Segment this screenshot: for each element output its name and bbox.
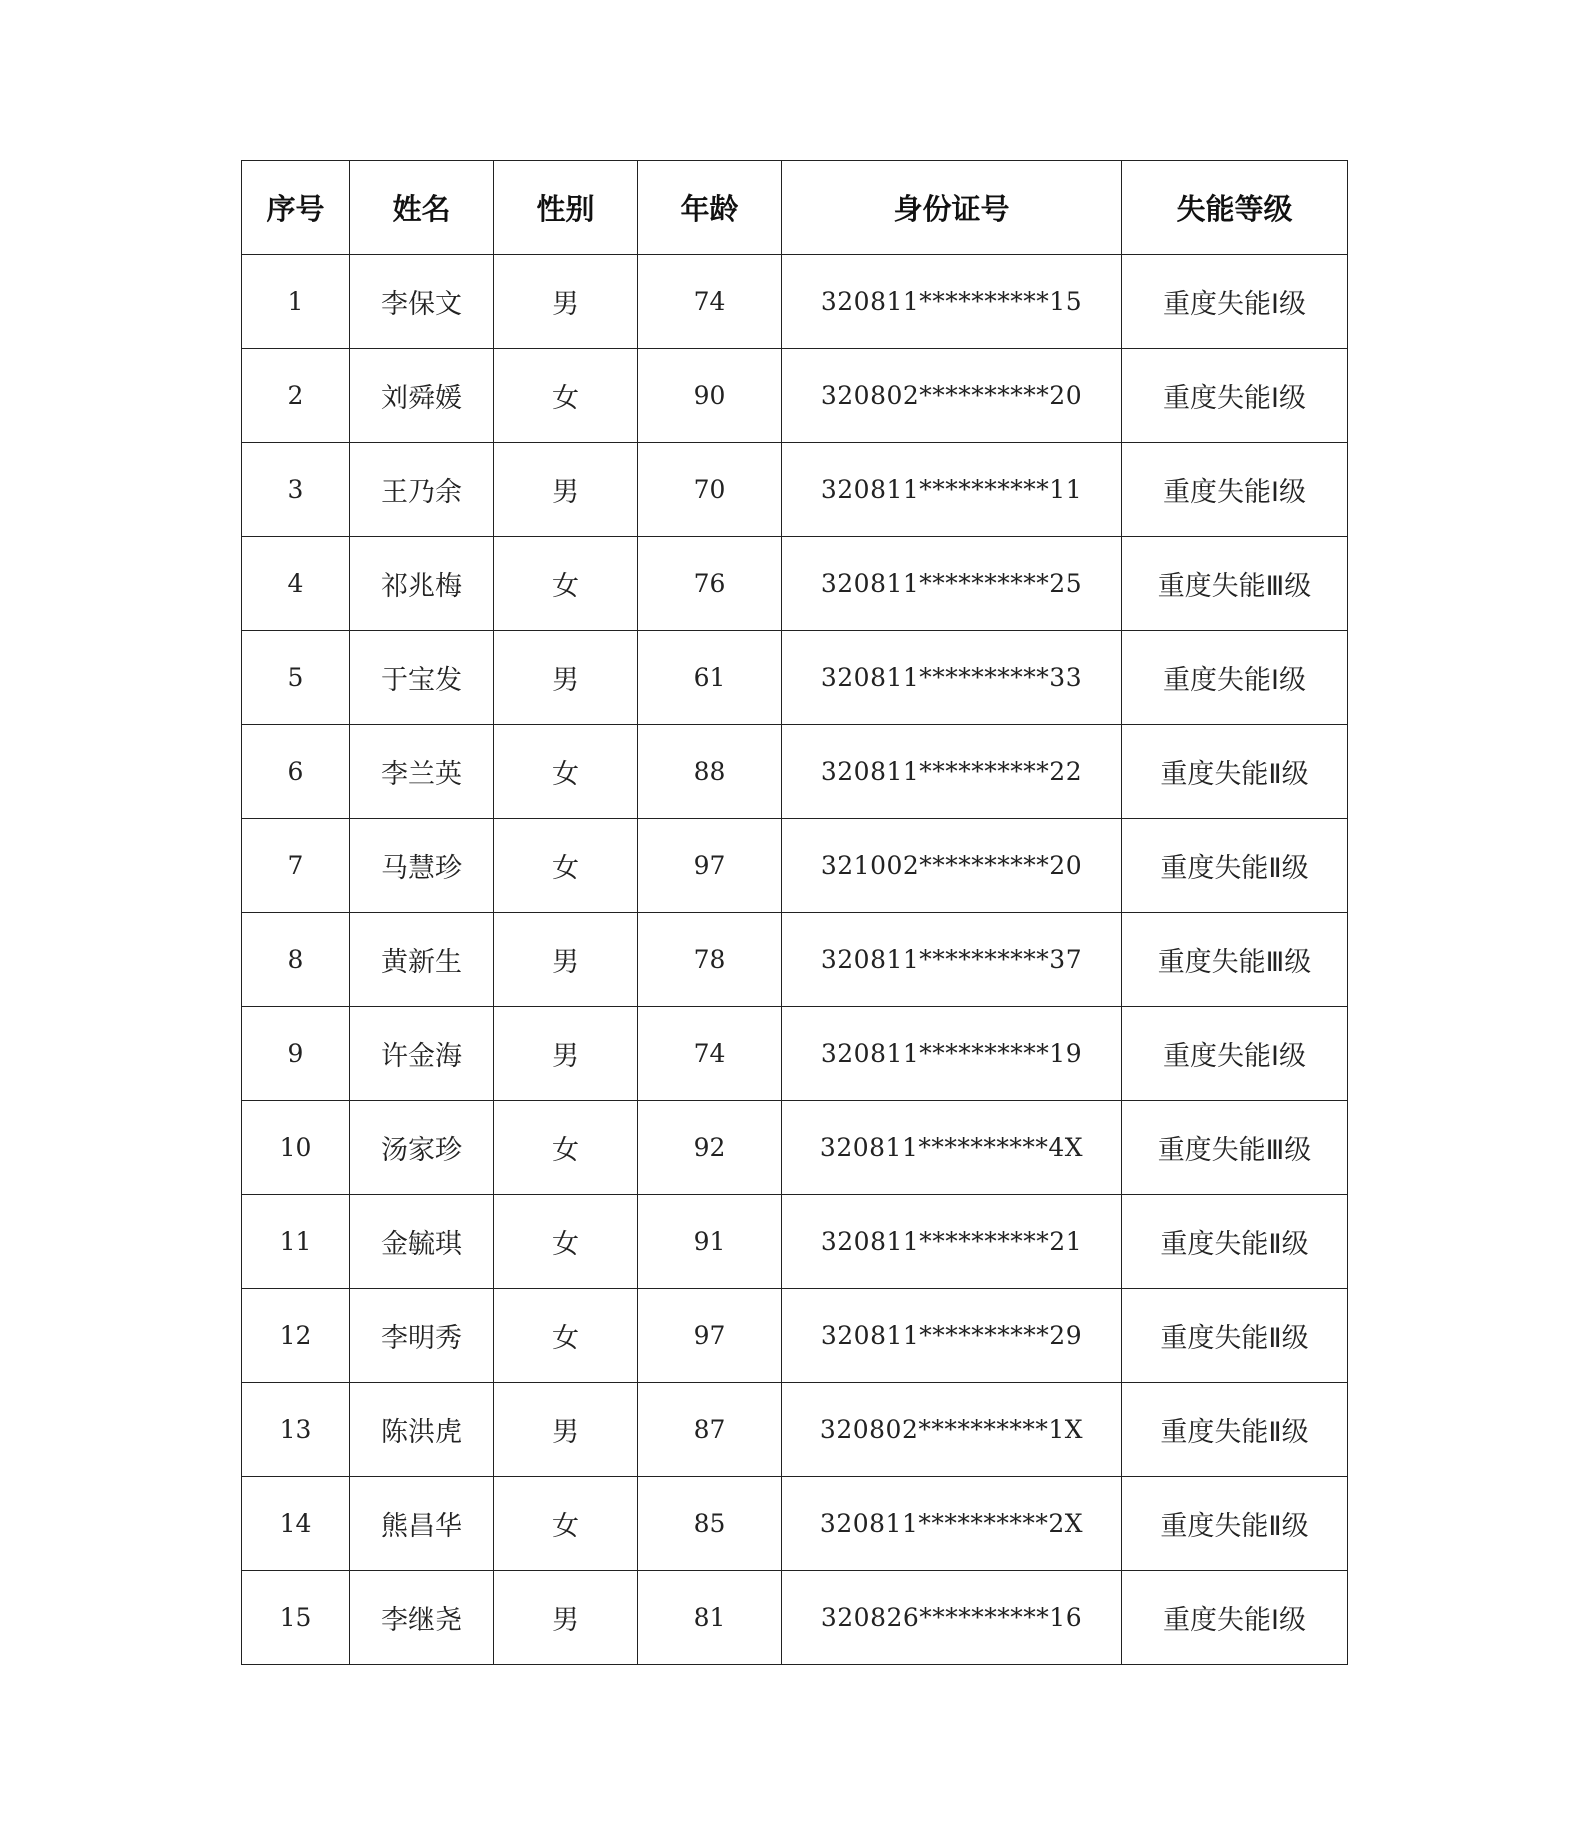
header-id-number: 身份证号 (782, 161, 1122, 255)
cell-index: 8 (242, 913, 350, 1007)
table-row (242, 631, 1348, 725)
cell-age: 92 (638, 1101, 782, 1195)
table-row (242, 1195, 1348, 1289)
cell-index: 6 (242, 725, 350, 819)
cell-gender: 男 (494, 631, 638, 725)
cell-disability-level: 重度失能Ⅱ级 (1122, 1477, 1348, 1571)
header-row (242, 161, 1348, 255)
table-row (242, 443, 1348, 537)
cell-index: 12 (242, 1289, 350, 1383)
cell-name: 陈洪虎 (350, 1383, 494, 1477)
cell-age: 76 (638, 537, 782, 631)
cell-gender: 女 (494, 537, 638, 631)
cell-id-number: 320811**********2X (782, 1477, 1122, 1571)
cell-index: 9 (242, 1007, 350, 1101)
cell-index: 1 (242, 255, 350, 349)
cell-id-number: 320811**********25 (782, 537, 1122, 631)
cell-gender: 男 (494, 443, 638, 537)
cell-disability-level: 重度失能Ⅰ级 (1122, 631, 1348, 725)
cell-gender: 男 (494, 913, 638, 1007)
cell-id-number: 320802**********1X (782, 1383, 1122, 1477)
cell-age: 85 (638, 1477, 782, 1571)
cell-name: 熊昌华 (350, 1477, 494, 1571)
cell-age: 90 (638, 349, 782, 443)
cell-name: 马慧珍 (350, 819, 494, 913)
cell-index: 10 (242, 1101, 350, 1195)
cell-age: 97 (638, 1289, 782, 1383)
cell-disability-level: 重度失能Ⅰ级 (1122, 443, 1348, 537)
cell-gender: 男 (494, 1383, 638, 1477)
cell-id-number: 320802**********20 (782, 349, 1122, 443)
cell-gender: 女 (494, 1289, 638, 1383)
cell-index: 5 (242, 631, 350, 725)
cell-id-number: 320811**********11 (782, 443, 1122, 537)
cell-disability-level: 重度失能Ⅲ级 (1122, 537, 1348, 631)
table-row (242, 1571, 1348, 1665)
cell-gender: 男 (494, 1571, 638, 1665)
cell-index: 3 (242, 443, 350, 537)
disability-roster-table (241, 160, 1348, 1665)
cell-id-number: 320811**********29 (782, 1289, 1122, 1383)
cell-name: 李继尧 (350, 1571, 494, 1665)
cell-id-number: 320811**********37 (782, 913, 1122, 1007)
cell-disability-level: 重度失能Ⅲ级 (1122, 1101, 1348, 1195)
cell-id-number: 320811**********19 (782, 1007, 1122, 1101)
table-row (242, 1289, 1348, 1383)
cell-gender: 男 (494, 1007, 638, 1101)
cell-id-number: 320811**********22 (782, 725, 1122, 819)
cell-id-number: 320811**********4X (782, 1101, 1122, 1195)
table-row (242, 255, 1348, 349)
cell-age: 87 (638, 1383, 782, 1477)
cell-id-number: 320811**********15 (782, 255, 1122, 349)
cell-index: 13 (242, 1383, 350, 1477)
header-age: 年龄 (638, 161, 782, 255)
table-row (242, 1383, 1348, 1477)
cell-name: 汤家珍 (350, 1101, 494, 1195)
table-row (242, 349, 1348, 443)
cell-name: 黄新生 (350, 913, 494, 1007)
table-header (242, 161, 1348, 255)
cell-age: 61 (638, 631, 782, 725)
cell-age: 74 (638, 255, 782, 349)
table-row (242, 1477, 1348, 1571)
cell-gender: 女 (494, 1477, 638, 1571)
cell-name: 许金海 (350, 1007, 494, 1101)
cell-disability-level: 重度失能Ⅱ级 (1122, 1195, 1348, 1289)
cell-index: 11 (242, 1195, 350, 1289)
table-row (242, 1101, 1348, 1195)
cell-disability-level: 重度失能Ⅱ级 (1122, 1289, 1348, 1383)
cell-id-number: 321002**********20 (782, 819, 1122, 913)
header-disability-level: 失能等级 (1122, 161, 1348, 255)
cell-index: 15 (242, 1571, 350, 1665)
cell-gender: 女 (494, 1195, 638, 1289)
cell-id-number: 320826**********16 (782, 1571, 1122, 1665)
cell-index: 14 (242, 1477, 350, 1571)
header-index: 序号 (242, 161, 350, 255)
cell-disability-level: 重度失能Ⅱ级 (1122, 819, 1348, 913)
table-row (242, 819, 1348, 913)
cell-disability-level: 重度失能Ⅰ级 (1122, 349, 1348, 443)
cell-id-number: 320811**********33 (782, 631, 1122, 725)
cell-age: 74 (638, 1007, 782, 1101)
cell-age: 81 (638, 1571, 782, 1665)
cell-age: 97 (638, 819, 782, 913)
cell-gender: 女 (494, 819, 638, 913)
table-body (242, 255, 1348, 1665)
cell-name: 李保文 (350, 255, 494, 349)
cell-disability-level: 重度失能Ⅲ级 (1122, 913, 1348, 1007)
cell-name: 王乃余 (350, 443, 494, 537)
cell-name: 祁兆梅 (350, 537, 494, 631)
cell-age: 78 (638, 913, 782, 1007)
cell-age: 70 (638, 443, 782, 537)
cell-age: 88 (638, 725, 782, 819)
cell-index: 2 (242, 349, 350, 443)
cell-gender: 女 (494, 349, 638, 443)
header-name: 姓名 (350, 161, 494, 255)
cell-name: 刘舜媛 (350, 349, 494, 443)
cell-index: 4 (242, 537, 350, 631)
cell-name: 李兰英 (350, 725, 494, 819)
cell-disability-level: 重度失能Ⅰ级 (1122, 1007, 1348, 1101)
cell-disability-level: 重度失能Ⅰ级 (1122, 1571, 1348, 1665)
cell-disability-level: 重度失能Ⅱ级 (1122, 725, 1348, 819)
cell-gender: 男 (494, 255, 638, 349)
cell-name: 金毓琪 (350, 1195, 494, 1289)
cell-gender: 女 (494, 725, 638, 819)
table-row (242, 1007, 1348, 1101)
header-gender: 性别 (494, 161, 638, 255)
cell-disability-level: 重度失能Ⅱ级 (1122, 1383, 1348, 1477)
cell-age: 91 (638, 1195, 782, 1289)
table-row (242, 913, 1348, 1007)
cell-index: 7 (242, 819, 350, 913)
cell-name: 李明秀 (350, 1289, 494, 1383)
table-row (242, 537, 1348, 631)
table-row (242, 725, 1348, 819)
cell-name: 于宝发 (350, 631, 494, 725)
cell-gender: 女 (494, 1101, 638, 1195)
cell-disability-level: 重度失能Ⅰ级 (1122, 255, 1348, 349)
cell-id-number: 320811**********21 (782, 1195, 1122, 1289)
